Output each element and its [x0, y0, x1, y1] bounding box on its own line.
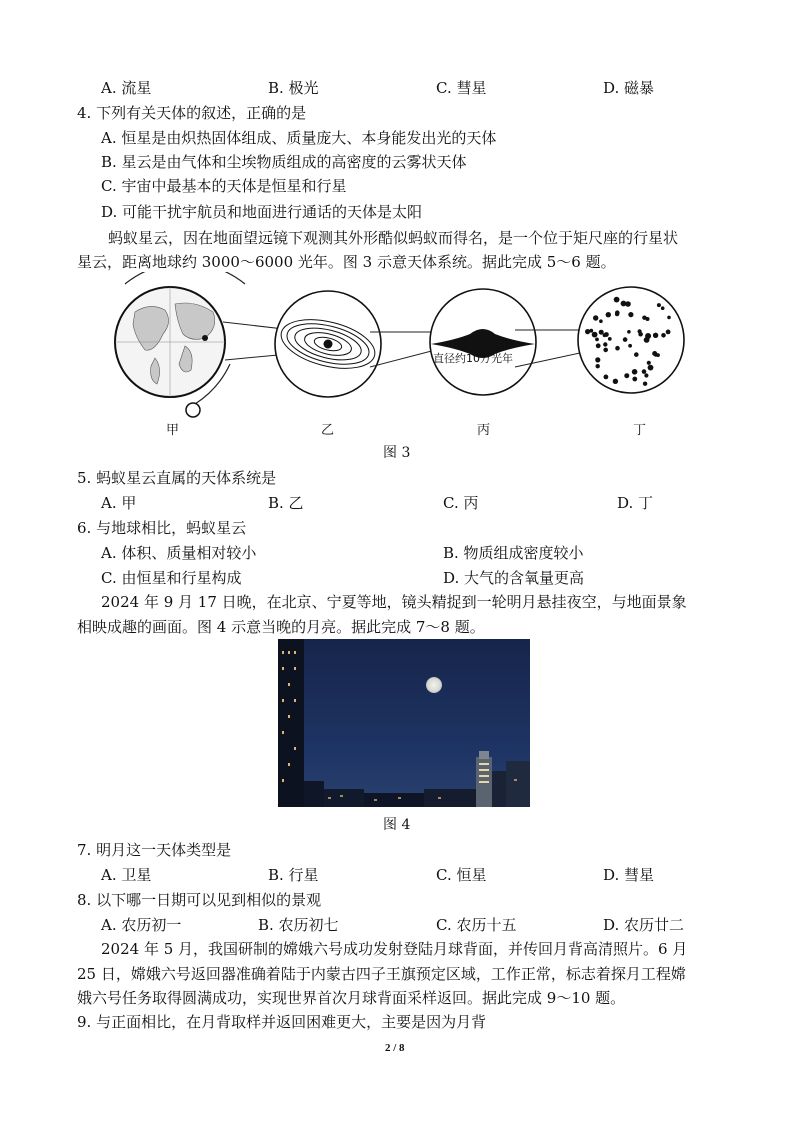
galaxy-diameter-label: 直径约10万光年: [433, 352, 513, 365]
passage-3-line-2: 25 日，嫦娥六号返回器准确着陆于内蒙古四子王旗预定区域，工作正常，标志着探月工程嫦: [77, 965, 686, 983]
figure-3-label-bing: 丙: [477, 423, 491, 437]
universe-dot: [604, 375, 609, 380]
universe-dot: [599, 319, 603, 323]
passage-2-line-2: 相映成趣的画面。图 4 示意当晚的月亮。据此完成 7～8 题。: [77, 618, 485, 636]
universe-dot: [627, 330, 631, 334]
universe-dot: [628, 344, 632, 348]
universe-dot: [634, 352, 639, 357]
universe-dot: [615, 346, 620, 351]
q9-stem: 9. 与正面相比，在月背取样并返回困难更大，主要是因为月背: [77, 1013, 487, 1031]
moon-icon: [186, 403, 200, 417]
q4-stem: 4. 下列有关天体的叙述，正确的是: [77, 104, 307, 122]
universe-dot: [603, 348, 608, 353]
universe-dot: [666, 330, 671, 335]
universe-dot: [623, 337, 628, 342]
passage-3-line-1: 2024 年 5 月，我国研制的嫦娥六号成功发射登陆月球背面，并传回月背高清照片。6 月: [101, 940, 688, 958]
universe-dot: [653, 333, 658, 338]
q5-option-a: A. 甲: [101, 494, 137, 512]
passage-1-line-2: 星云，距离地球约 3000～6000 光年。图 3 示意天体系统。据此完成 5～6 题。: [77, 253, 616, 271]
q4-option-a: A. 恒星是由炽热固体组成、质量庞大、本身能发出光的天体: [101, 129, 497, 147]
universe-dot: [593, 315, 598, 320]
q7-option-a: A. 卫星: [101, 866, 152, 884]
universe-dot: [596, 343, 601, 348]
universe-dot: [628, 312, 633, 317]
universe-dot: [645, 333, 651, 339]
q8-option-a: A. 农历初一: [101, 916, 182, 934]
sun-dot: [324, 340, 333, 349]
tall-building: [278, 639, 304, 807]
figure-3-label-yi: 乙: [321, 423, 335, 437]
q3-option-a: A. 流星: [101, 79, 152, 97]
q6-option-b: B. 物质组成密度较小: [443, 544, 584, 562]
q6-option-a: A. 体积、质量相对较小: [101, 544, 257, 562]
q4-option-b: B. 星云是由气体和尘埃物质组成的高密度的云雾状天体: [101, 153, 467, 171]
q6-option-c: C. 由恒星和行星构成: [101, 569, 242, 587]
q4-option-d: D. 可能干扰宇航员和地面进行通话的天体是太阳: [101, 203, 423, 221]
solar-system-diagram: [275, 291, 381, 397]
q8-option-c: C. 农历十五: [436, 916, 517, 934]
q5-option-d: D. 丁: [617, 494, 654, 512]
q4-option-c: C. 宇宙中最基本的天体是恒星和行星: [101, 177, 347, 195]
q6-stem: 6. 与地球相比，蚂蚁星云: [77, 519, 247, 537]
full-moon: [426, 677, 442, 693]
page-number: 2 / 8: [385, 1042, 405, 1054]
universe-dot: [613, 379, 618, 384]
universe-dot: [592, 332, 598, 338]
universe-dot: [642, 316, 646, 320]
universe-dot: [589, 329, 593, 333]
universe-dot: [632, 369, 638, 375]
figure-3-celestial-systems: [95, 272, 705, 437]
universe-dot: [643, 382, 647, 386]
passage-2-line-1: 2024 年 9 月 17 日晚，在北京、宁夏等地，镜头精捉到一轮明月悬挂夜空，与地面景象: [101, 593, 687, 611]
q8-option-d: D. 农历廿二: [603, 916, 685, 934]
universe-dot: [606, 312, 611, 317]
universe-dot: [595, 357, 600, 362]
figure-4-moon-photo: [278, 639, 530, 807]
passage-3-line-3: 娥六号任务取得圆满成功，实现世界首次月球背面采样返回。据此完成 9～10 题。: [77, 989, 626, 1007]
q3-option-d: D. 磁暴: [603, 79, 655, 97]
universe-dot: [624, 373, 629, 378]
universe-dot: [667, 316, 671, 320]
universe-dot: [652, 351, 657, 356]
q8-option-b: B. 农历初七: [258, 916, 339, 934]
universe-dot: [644, 373, 648, 377]
q3-option-b: B. 极光: [268, 79, 319, 97]
q5-option-c: C. 丙: [443, 494, 479, 512]
q7-option-c: C. 恒星: [436, 866, 487, 884]
universe-dot: [608, 337, 612, 341]
q3-option-c: C. 彗星: [436, 79, 487, 97]
q6-option-d: D. 大气的含氧量更高: [443, 569, 585, 587]
earth-moon-system-diagram: [115, 272, 245, 417]
universe-dot: [621, 301, 627, 307]
figure-3-label-jia: 甲: [166, 423, 180, 437]
q7-option-d: D. 彗星: [603, 866, 655, 884]
figure-3-label-ding: 丁: [633, 423, 647, 437]
q5-stem: 5. 蚂蚁星云直属的天体系统是: [77, 469, 277, 487]
universe-dot: [599, 330, 604, 335]
universe-dot: [595, 338, 599, 342]
universe-dot: [603, 333, 607, 337]
passage-1-line-1: 蚂蚁星云，因在地面望远镜下观测其外形酷似蚂蚁而得名，是一个位于矩尺座的行星状: [108, 229, 679, 247]
universe-dot: [614, 297, 620, 303]
universe-dot: [661, 333, 666, 338]
universe-dot: [647, 361, 651, 365]
universe-dot: [661, 306, 665, 310]
q7-option-b: B. 行星: [268, 866, 319, 884]
universe-dot: [596, 364, 600, 368]
universe-dot: [648, 365, 654, 371]
universe-dot: [657, 303, 661, 307]
universe-dot: [632, 377, 637, 382]
galaxy-diagram: [430, 289, 536, 395]
q8-stem: 8. 以下哪一日期可以见到相似的景观: [77, 891, 322, 909]
universe-dot: [603, 342, 607, 346]
universe-diagram: [578, 287, 684, 393]
universe-dot: [585, 329, 590, 334]
figure-3-caption: 图 3: [383, 445, 411, 461]
q7-stem: 7. 明月这一天体类型是: [77, 841, 232, 859]
universe-dot: [642, 369, 647, 374]
q5-option-b: B. 乙: [268, 494, 304, 512]
universe-dot: [615, 312, 619, 316]
figure-4-caption: 图 4: [383, 817, 411, 833]
universe-dot: [638, 332, 643, 337]
